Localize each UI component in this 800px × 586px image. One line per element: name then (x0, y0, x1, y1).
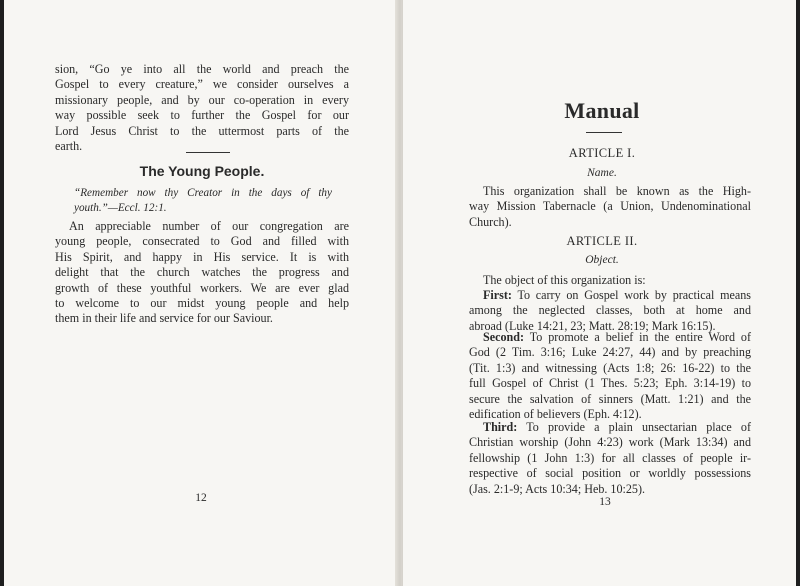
object-first (469, 288, 751, 334)
text-line: (Tit. 1:3) and witnessing (Acts 1:8; 26: 16-22) to the (469, 360, 751, 375)
text-line: God (2 Tim. 3:16; Luke 24:27, 44) and by preaching (469, 345, 751, 360)
text-line: earth. (55, 139, 83, 154)
young-people-paragraph (55, 219, 349, 327)
article-1-heading: ARTICLE I. (568, 146, 636, 160)
text-line: Christian worship (John 4:23) work (Mark 13:34) and (469, 435, 751, 450)
opening-paragraph (55, 62, 349, 154)
text-line: (Jas. 2:1-9; Acts 10:34; Heb. 10:25). (469, 481, 646, 496)
text-line: Church). (469, 214, 512, 229)
section-heading: The Young People. (139, 163, 265, 179)
article-2-heading: ARTICLE II. (566, 234, 638, 248)
text-line: among the neglected classes, both at home and (469, 303, 751, 318)
text-line (469, 420, 751, 435)
left-page-edge (0, 0, 4, 586)
text-line: growth of these youthful workers. We are ever glad (55, 280, 349, 295)
object-third (469, 420, 751, 497)
section-divider (186, 152, 230, 153)
text-line: to welcome to our midst young people and help (55, 296, 349, 311)
text-line: This organization shall be known as the High- (483, 184, 751, 198)
text-line: missionary people, and by our co-operation in every (55, 92, 349, 107)
text-line: way Mission Tabernacle (a Union, Undenominational (469, 199, 751, 214)
object-second (469, 330, 751, 422)
article-1-subheading: Name. (587, 167, 617, 179)
text-segment: To provide a plain unsectarian place of (526, 420, 751, 434)
text-line: fellowship (1 John 1:3) for all classes of people ir- (469, 450, 751, 465)
text-line: respective of social position or worldly possessions (469, 466, 751, 481)
page-number: 12 (195, 492, 207, 504)
item-label: First: (483, 288, 512, 302)
text-line: full Gospel of Christ (1 Thes. 5:23; Eph. 3:14-19) to (469, 376, 751, 391)
page-number: 13 (599, 496, 611, 508)
text-line: The object of this organization is: (483, 273, 646, 287)
text-line: Lord Jesus Christ to the uttermost parts of the (55, 123, 349, 138)
text-segment: To carry on Gospel work by practical means (517, 288, 751, 302)
text-line: His Spirit, and happy in His service. It is with (55, 249, 349, 264)
article-2-intro (469, 273, 751, 288)
right-page (402, 0, 800, 586)
text-segment: To promote a belief in the entire Word of (529, 330, 751, 344)
right-page-edge (796, 0, 800, 586)
text-line: “Remember now thy Creator in the days of thy (74, 187, 332, 199)
text-line: sion, “Go ye into all the world and preach the (55, 62, 349, 76)
text-line: them in their life and service for our Saviour. (55, 311, 273, 326)
text-line: Gospel to every creature,” we consider ourselves a (55, 77, 349, 92)
text-line (469, 330, 751, 345)
text-line: secure the salvation of sinners (Matt. 1:21) and the (469, 391, 751, 406)
text-line: An appreciable number of our congregation are (69, 219, 349, 233)
title-divider (586, 132, 622, 133)
article-2-subheading: Object. (585, 254, 619, 266)
text-line (469, 288, 751, 303)
text-line: youth.”—Eccl. 12:1. (74, 201, 167, 214)
text-line: abroad (Luke 14:21, 23; Matt. 28:19; Mark 16:15). (469, 318, 716, 333)
item-label: Third: (483, 420, 518, 434)
text-line: way possible seek to further the Gospel for our (55, 108, 349, 123)
text-line: young people, consecrated to God and filled with (55, 234, 349, 249)
left-page (0, 0, 398, 586)
text-line: edification of believers (Eph. 4:12). (469, 407, 642, 422)
item-label: Second: (483, 330, 524, 344)
epigraph (74, 186, 332, 215)
page-title: Manual (564, 98, 640, 123)
text-line: delight that the church watches the progress and (55, 265, 349, 280)
article-1-body (469, 184, 751, 230)
